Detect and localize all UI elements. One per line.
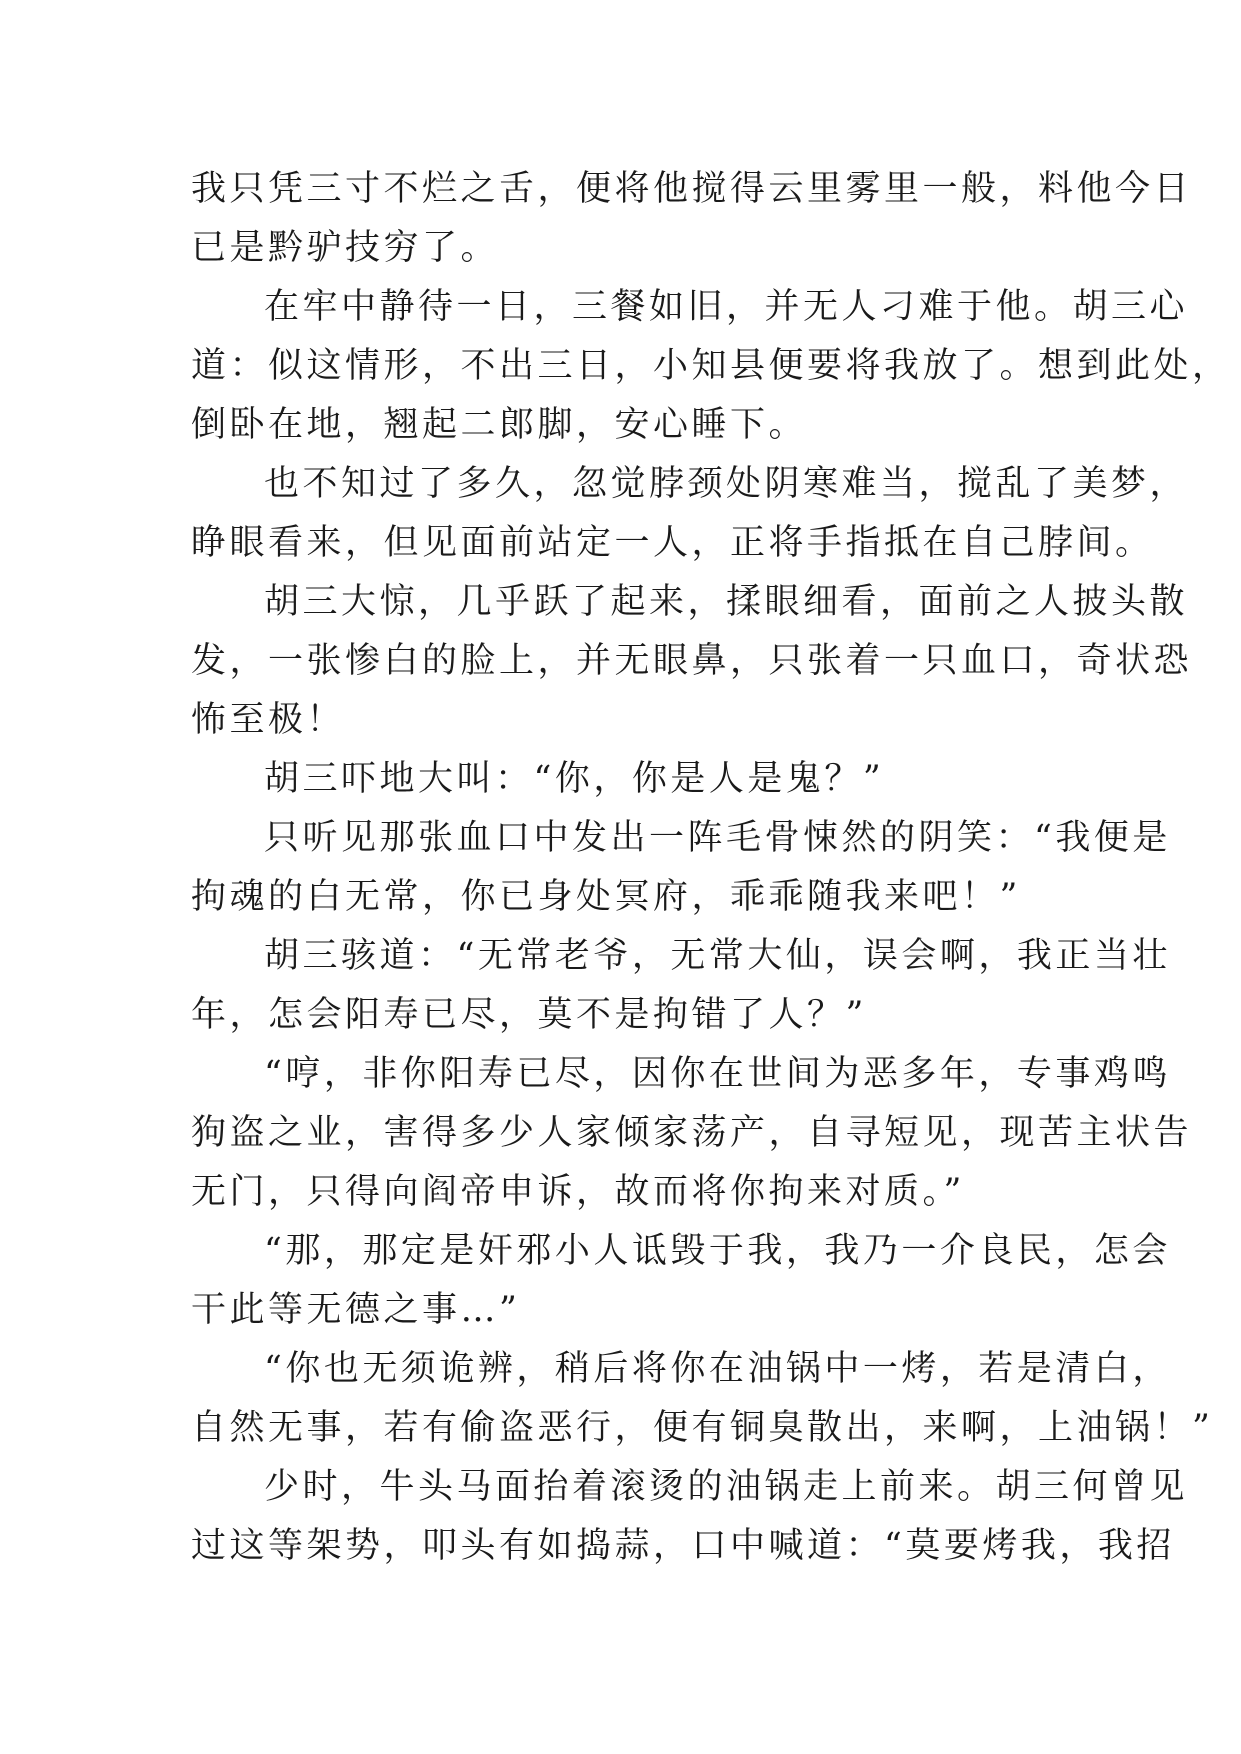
text-line: “你也无须诡辨，稍后将你在油锅中一烤，若是清白， bbox=[264, 1349, 1171, 1389]
text-line: 怖至极！ bbox=[191, 700, 346, 740]
text-line: 过这等架势，叩头有如捣蒜，口中喊道：“莫要烤我，我招 bbox=[191, 1526, 1175, 1566]
text-line: 少时，牛头马面抬着滚烫的油锅走上前来。胡三何曾见 bbox=[264, 1467, 1189, 1507]
text-line: “哼，非你阳寿已尽，因你在世间为恶多年，专事鸡鸣 bbox=[264, 1054, 1171, 1094]
text-line: 我只凭三寸不烂之舌，便将他搅得云里雾里一般，料他今日 bbox=[191, 169, 1193, 209]
text-line: 发，一张惨白的脸上，并无眼鼻，只张着一只血口，奇状恐 bbox=[191, 641, 1193, 681]
text-line: 道：似这情形，不出三日，小知县便要将我放了。想到此处， bbox=[191, 346, 1231, 386]
text-line: 自然无事，若有偷盗恶行，便有铜臭散出，来啊，上油锅！” bbox=[191, 1408, 1214, 1448]
text-line: 睁眼看来，但见面前站定一人，正将手指抵在自己脖间。 bbox=[191, 523, 1154, 563]
text-line: 拘魂的白无常，你已身处冥府，乖乖随我来吧！” bbox=[191, 877, 1021, 917]
text-line: 胡三骇道：“无常老爷，无常大仙，误会啊，我正当壮 bbox=[264, 936, 1171, 976]
text-line: “那，那定是奸邪小人诋毁于我，我乃一介良民，怎会 bbox=[264, 1231, 1171, 1271]
story-text bbox=[191, 160, 1231, 1576]
text-line: 年，怎会阳寿已尽，莫不是拘错了人？” bbox=[191, 995, 867, 1035]
text-line: 胡三大惊，几乎跃了起来，揉眼细看，面前之人披头散 bbox=[264, 582, 1189, 622]
text-line: 干此等无德之事…” bbox=[191, 1290, 521, 1330]
text-line: 已是黔驴技穷了。 bbox=[191, 228, 500, 268]
text-line: 只听见那张血口中发出一阵毛骨悚然的阴笑：“我便是 bbox=[264, 818, 1171, 858]
text-line: 也不知过了多久，忽觉脖颈处阴寒难当，搅乱了美梦， bbox=[264, 464, 1189, 504]
text-line: 倒卧在地，翘起二郎脚，安心睡下。 bbox=[191, 405, 808, 445]
text-line: 在牢中静待一日，三餐如旧，并无人刁难于他。胡三心 bbox=[264, 287, 1189, 327]
text-line: 无门，只得向阎帝申诉，故而将你拘来对质。” bbox=[191, 1172, 965, 1212]
text-line: 胡三吓地大叫：“你，你是人是鬼？” bbox=[264, 759, 885, 799]
text-line: 狗盗之业，害得多少人家倾家荡产，自寻短见，现苦主状告 bbox=[191, 1113, 1193, 1153]
